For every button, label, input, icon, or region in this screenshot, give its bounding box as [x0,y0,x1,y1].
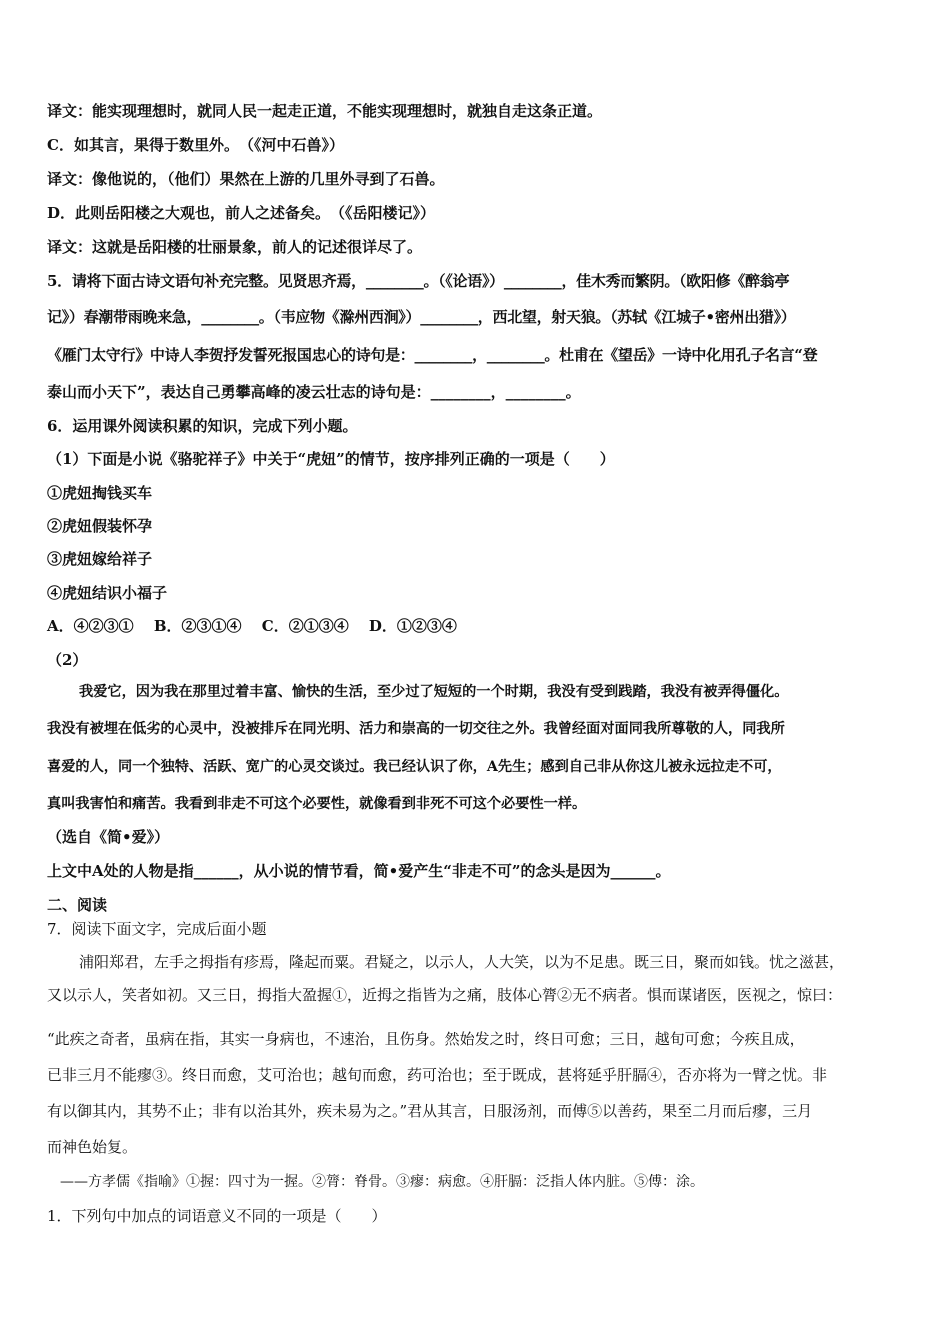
question-5-line-2: 记》）春潮带雨晚来急，________。（韦应物《滁州西涧》）________，西北望，射天狼。（苏轼《江城子•密州出猎》） [47,308,796,326]
plot-item-4: ④虎妞结识小福子 [47,584,168,602]
classical-passage-line-3: “此疾之奇者，虽病在指，其实一身病也，不速治，且伤身。然始发之时，终日可愈；三日，越旬可愈；今疾且成， [47,1030,805,1048]
section-heading-reading: 二、阅读 [47,896,108,914]
question-6-1-stem: （1）下面是小说《骆驼祥子》中关于“虎妞”的情节，按序排列正确的一项是（ ） [47,450,615,468]
translation-c: 译文：像他说的，（他们）果然在上游的几里外寻到了石兽。 [47,170,445,188]
classical-passage-line-4: 已非三月不能瘳③。终日而愈，艾可治也；越旬而愈，药可治也；至于既成，甚将延乎肝膈④，否亦将为一臂之忧。非 [47,1066,828,1084]
classical-passage-line-5: 有以御其内，其势不止；非有以治其外，疾未易为之。”君从其言，日服汤剂，而傅⑤以善药，果至二月而后瘳，三月 [47,1102,813,1120]
question-6-2-stem: 上文中A处的人物是指______，从小说的情节看，简•爱产生“非走不可”的念头是因为______。 [47,862,671,880]
option-d: D．此则岳阳楼之大观也，前人之述备矣。 （《岳阳楼记》） [47,204,436,222]
translation-b: 译文：能实现理想时，就同人民一起走正道，不能实现理想时，就独自走这条正道。 [47,102,603,120]
option-c: C．如其言，果得于数里外。 （《河中石兽》） [47,136,344,154]
question-7-1-stem: 1．下列句中加点的词语意义不同的一项是（ ） [47,1207,387,1225]
question-5-line-3: 《雁门太守行》中诗人李贺抒发誓死报国忠心的诗句是：________，________。杜甫在《望岳》一诗中化用孔子名言“登 [47,346,818,364]
question-6-heading: 6．运用课外阅读积累的知识，完成下列小题。 [47,417,358,435]
passage-jane-eyre-line-2: 我没有被埋在低劣的心灵中，没被排斥在同光明、活力和崇高的一切交往之外。我曾经面对面同我所尊敬的人，同我所 [47,721,785,737]
passage-jane-eyre-line-4: 真叫我害怕和痛苦。我看到非走不可这个必要性，就像看到非死不可这个必要性一样。 [47,796,587,812]
plot-item-1: ①虎妞掏钱买车 [47,484,153,502]
passage-jane-eyre-line-1: 我爱它，因为我在那里过着丰富、愉快的生活，至少过了短短的一个时期，我没有受到践踏，我没有被弄得僵化。 [79,684,789,700]
question-5-line-1: 5．请将下面古诗文语句补充完整。见贤思齐焉，________。（《论语》）________，佳木秀而繁阴。（欧阳修《醉翁亭 [47,272,790,290]
classical-passage-line-6: 而神色始复。 [47,1138,138,1156]
question-6-1-options: A．④②③① B．②③①④ C．②①③④ D．①②③④ [47,617,457,635]
classical-passage-line-1: 浦阳郑君，左手之拇指有疹焉，隆起而粟。君疑之，以示人，人大笑，以为不足患。既三日，聚而如钱。忧之滋甚， [79,953,845,971]
passage-source: （选自《简•爱》） [47,828,170,846]
passage-jane-eyre-line-3: 喜爱的人，同一个独特、活跃、宽广的心灵交谈过。我已经认识了你，A先生；感到自己非从你这儿被永远拉走不可， [47,759,782,775]
plot-item-2: ②虎妞假装怀孕 [47,517,153,535]
classical-passage-line-2: 又以示人，笑者如初。又三日，拇指大盈握①，近拇之指皆为之痛，肢体心膂②无不病者。惧而谋诸医，医视之，惊曰： [47,986,843,1004]
question-6-2-label: （2） [47,651,88,669]
translation-d: 译文：这就是岳阳楼的壮丽景象，前人的记述很详尽了。 [47,238,423,256]
passage-footnotes: ——方孝儒《指喻》①握：四寸为一握。②膂：脊骨。③瘳：病愈。④肝膈：泛指人体内脏。⑤傅：涂。 [60,1174,704,1190]
question-7-heading: 7．阅读下面文字，完成后面小题 [47,920,267,938]
plot-item-3: ③虎妞嫁给祥子 [47,550,153,568]
question-5-line-4: 泰山而小天下”，表达自己勇攀高峰的凌云壮志的诗句是：________，________。 [47,383,581,401]
